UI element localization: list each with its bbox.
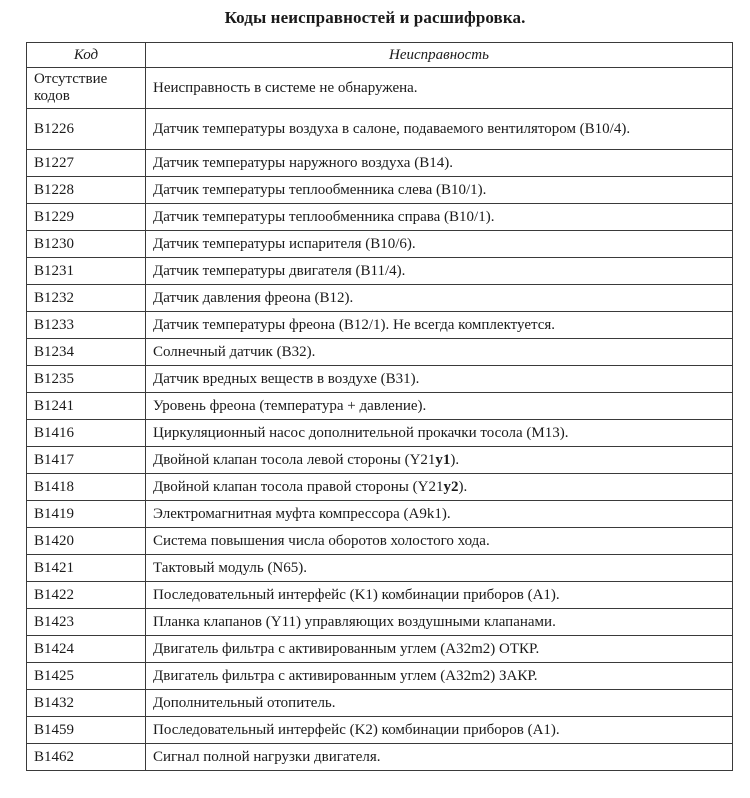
table-row — [27, 690, 733, 717]
code-cell: B1241 — [27, 393, 146, 420]
code-cell: B1422 — [27, 582, 146, 609]
table-row — [27, 258, 733, 285]
code-cell: B1417 — [27, 447, 146, 474]
fault-cell: Сигнал полной нагрузки двигателя. — [146, 744, 733, 771]
code-cell: B1432 — [27, 690, 146, 717]
code-cell: B1425 — [27, 663, 146, 690]
code-cell: Отсутствие кодов — [27, 68, 146, 109]
fault-cell: Датчик вредных веществ в воздухе (B31). — [146, 366, 733, 393]
table-row — [27, 528, 733, 555]
fault-cell: Датчик температуры фреона (B12/1). Не всегда комплектуется. — [146, 312, 733, 339]
table-row — [27, 636, 733, 663]
column-header-fault: Неисправность — [146, 43, 733, 68]
code-cell: B1423 — [27, 609, 146, 636]
fault-cell: Датчик давления фреона (B12). — [146, 285, 733, 312]
table-row — [27, 312, 733, 339]
table-row — [27, 285, 733, 312]
table-row — [27, 420, 733, 447]
fault-cell: Неисправность в системе не обнаружена. — [146, 68, 733, 109]
code-cell: B1230 — [27, 231, 146, 258]
fault-cell: Датчик температуры испарителя (B10/6). — [146, 231, 733, 258]
code-cell: B1232 — [27, 285, 146, 312]
fault-cell: Солнечный датчик (B32). — [146, 339, 733, 366]
table-header-row — [27, 43, 733, 68]
table-row — [27, 474, 733, 501]
page-title: Коды неисправностей и расшифровка. — [224, 8, 526, 27]
table-row — [27, 109, 733, 150]
code-cell: B1227 — [27, 150, 146, 177]
table-row — [27, 663, 733, 690]
fault-cell: Двигатель фильтра с активированным углем (A32m2) ЗАКР. — [146, 663, 733, 690]
fault-cell: Датчик температуры двигателя (B11/4). — [146, 258, 733, 285]
code-cell: B1228 — [27, 177, 146, 204]
fault-cell: Двигатель фильтра с активированным углем (A32m2) ОТКР. — [146, 636, 733, 663]
fault-text-start: Двойной клапан тосола правой стороны (Y21 — [153, 479, 444, 495]
code-cell: B1231 — [27, 258, 146, 285]
code-cell: B1235 — [27, 366, 146, 393]
code-cell: B1419 — [27, 501, 146, 528]
table-row — [27, 609, 733, 636]
fault-text-bold: y2 — [443, 479, 459, 495]
fault-codes-table — [26, 42, 733, 771]
table-row — [27, 339, 733, 366]
fault-cell: Электромагнитная муфта компрессора (A9k1). — [146, 501, 733, 528]
column-header-code: Код — [27, 43, 146, 68]
code-cell: B1420 — [27, 528, 146, 555]
code-cell: B1418 — [27, 474, 146, 501]
table-row — [27, 150, 733, 177]
table-row — [27, 744, 733, 771]
table-row — [27, 447, 733, 474]
fault-cell: Последовательный интерфейс (K1) комбинации приборов (A1). — [146, 582, 733, 609]
fault-cell — [146, 474, 733, 501]
fault-cell: Последовательный интерфейс (K2) комбинации приборов (A1). — [146, 717, 733, 744]
fault-cell: Тактовый модуль (N65). — [146, 555, 733, 582]
code-cell: B1229 — [27, 204, 146, 231]
code-cell: B1462 — [27, 744, 146, 771]
fault-text-start: Двойной клапан тосола левой стороны (Y21 — [153, 452, 436, 468]
fault-cell: Система повышения числа оборотов холостого хода. — [146, 528, 733, 555]
table-row — [27, 555, 733, 582]
table-row — [27, 177, 733, 204]
fault-cell: Дополнительный отопитель. — [146, 690, 733, 717]
table-row — [27, 717, 733, 744]
fault-text-bold: y1 — [435, 452, 451, 468]
code-cell: B1421 — [27, 555, 146, 582]
fault-cell: Датчик температуры теплообменника справа (B10/1). — [146, 204, 733, 231]
table-row — [27, 366, 733, 393]
table-row — [27, 204, 733, 231]
fault-cell: Датчик температуры теплообменника слева (B10/1). — [146, 177, 733, 204]
table-row — [27, 582, 733, 609]
fault-cell: Датчик температуры воздуха в салоне, подаваемого вентилятором (B10/4). — [146, 109, 733, 150]
fault-text-end: ). — [458, 479, 468, 495]
code-cell: B1424 — [27, 636, 146, 663]
code-cell: B1459 — [27, 717, 146, 744]
code-cell: B1416 — [27, 420, 146, 447]
table-row — [27, 231, 733, 258]
fault-cell: Циркуляционный насос дополнительной прокачки тосола (M13). — [146, 420, 733, 447]
fault-text-end: ). — [450, 452, 460, 468]
table-row — [27, 501, 733, 528]
code-cell: B1234 — [27, 339, 146, 366]
fault-cell: Уровень фреона (температура + давление). — [146, 393, 733, 420]
fault-cell — [146, 447, 733, 474]
fault-cell: Датчик температуры наружного воздуха (B14). — [146, 150, 733, 177]
table-row — [27, 68, 733, 109]
fault-cell: Планка клапанов (Y11) управляющих воздушными клапанами. — [146, 609, 733, 636]
table-row — [27, 393, 733, 420]
code-cell: B1233 — [27, 312, 146, 339]
code-cell: B1226 — [27, 109, 146, 150]
